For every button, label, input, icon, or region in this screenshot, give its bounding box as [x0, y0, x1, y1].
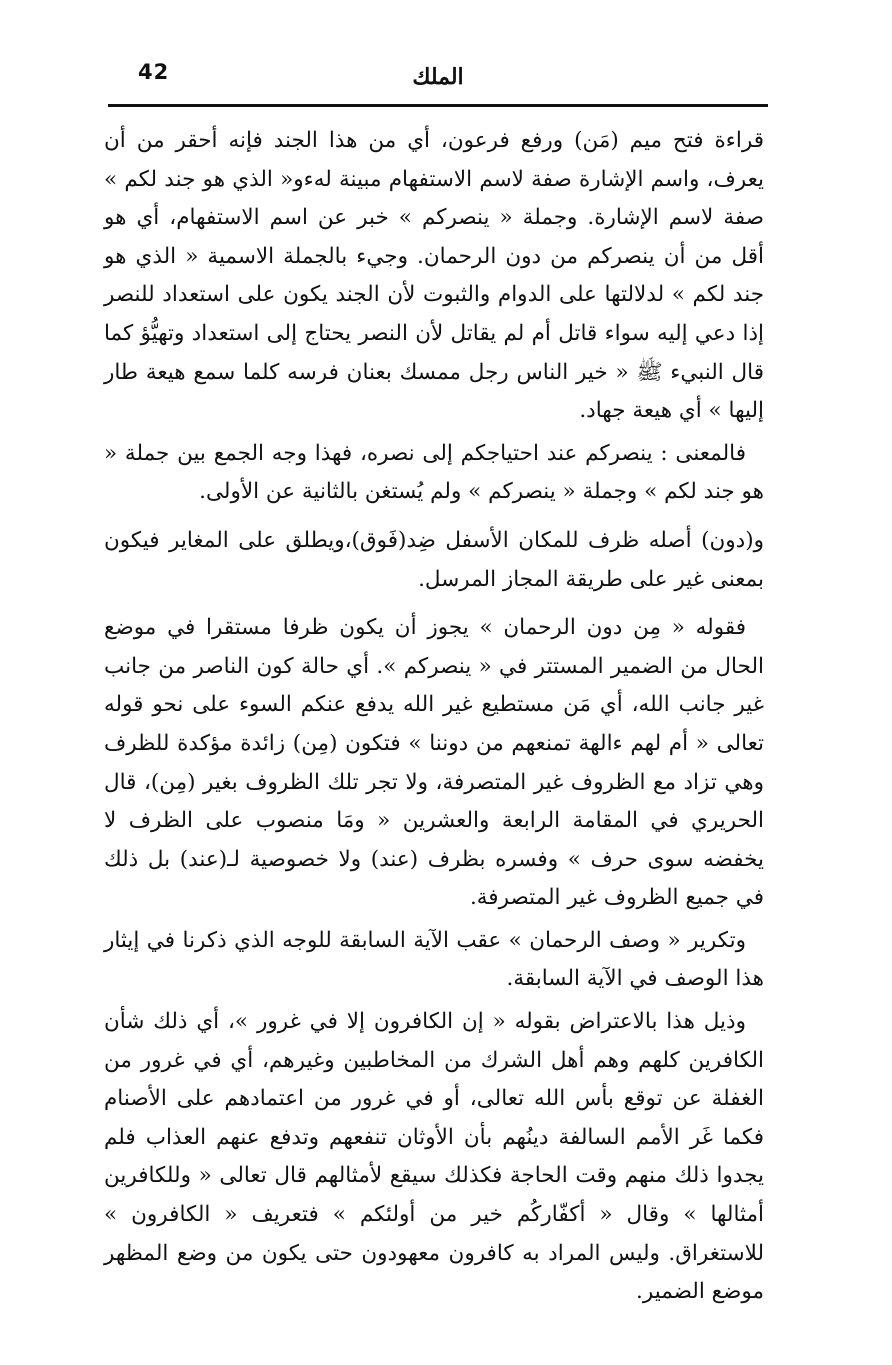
running-title: الملك [412, 64, 464, 90]
paragraph: فالمعنى : ينصركم عند احتياجكم إلى نصره، فهذا وجه الجمع بين جملة « هو جند لكم » وجملة « ينصركم » ولم يُستغن بالثانية عن الأولى. [104, 440, 764, 505]
page-header [108, 56, 768, 98]
page-number: 42 [138, 60, 170, 84]
paragraph: فقوله « مِن دون الرحمان » يجوز أن يكون ظرفا مستقرا في موضع الحال من الضمير المستتر في « ينصركم ». أي حالة كون الناصر من جانب غير جانب الله، أي مَن مستطيع غير الله يدفع عنكم السوء على نحو قوله تعالى « أم لهم ءالهة تمنعهم من دوننا » فتكون (مِن) زائدة مؤكدة للظرف وهي تزاد مع الظروف غير المتصرفة، ولا تجر تلك الظروف بغير (مِن)، قال الحريري في المقامة الرابعة والعشرين « ومَا منصوب على الظرف لا يخفضه سوى حرف » وفسره بظرف (عند) ولا خصوصية لـ(عند) بل ذلك في جميع الظروف غير المتصرفة. [104, 615, 764, 911]
paragraph: قراءة فتح ميم (مَن) ورفع فرعون، أي من هذا الجند فإنه أحقر من أن يعرف، واسم الإشارة صفة لاسم الاستفهام مبينة لهءو« الذي هو جند لكم » صفة لاسم الإشارة. وجملة « ينصركم » خبر عن اسم الاستفهام، أي هو أقل من أن ينصركم من دون الرحمان. وجيء بالجملة الاسمية « الذي هو جند لكم » لدلالتها على الدوام والثبوت لأن الجند يكون على استعداد للنصر إذا دعي إليه سواء قاتل أم لم يقاتل لأن النصر يحتاج إلى استعداد وتهيُّؤ كما قال النبيء ﷺ « خير الناس رجل ممسك بعنان فرسه كلما سمع هيعة طار إليها » أي هيعة جهاد. [104, 128, 764, 424]
header-rule [108, 104, 768, 107]
paragraph: و(دون) أصله ظرف للمكان الأسفل ضِد(فَوق)،ويطلق على المغاير فيكون بمعنى غير على طريقة المجاز المرسل. [104, 527, 764, 592]
paragraph: وذيل هذا بالاعتراض بقوله « إن الكافرون إلا في غرور »، أي ذلك شأن الكافرين كلهم وهم أهل الشرك من المخاطبين وغيرهم، أي في غرور من الغفلة عن توقع بأس الله تعالى، أو في غرور من اعتمادهم على الأصنام فكما غَر الأمم السالفة دينُهم بأن الأوثان تنفعهم وتدفع عنهم العذاب فلم يجدوا ذلك منهم وقت الحاجة فكذلك سيقع لأمثالهم قال تعالى « وللكافرين أمثالها » وقال « أكفّاركُم خير من أولئكم » فتعريف « الكافرون » للاستغراق. وليس المراد به كافرون معهودون حتى يكون من وضع المظهر موضع الضمير. [104, 1009, 764, 1305]
body-text [104, 122, 764, 1322]
paragraph: وتكرير « وصف الرحمان » عقب الآية السابقة للوجه الذي ذكرنا في إيثار هذا الوصف في الآية السابقة. [104, 927, 764, 992]
